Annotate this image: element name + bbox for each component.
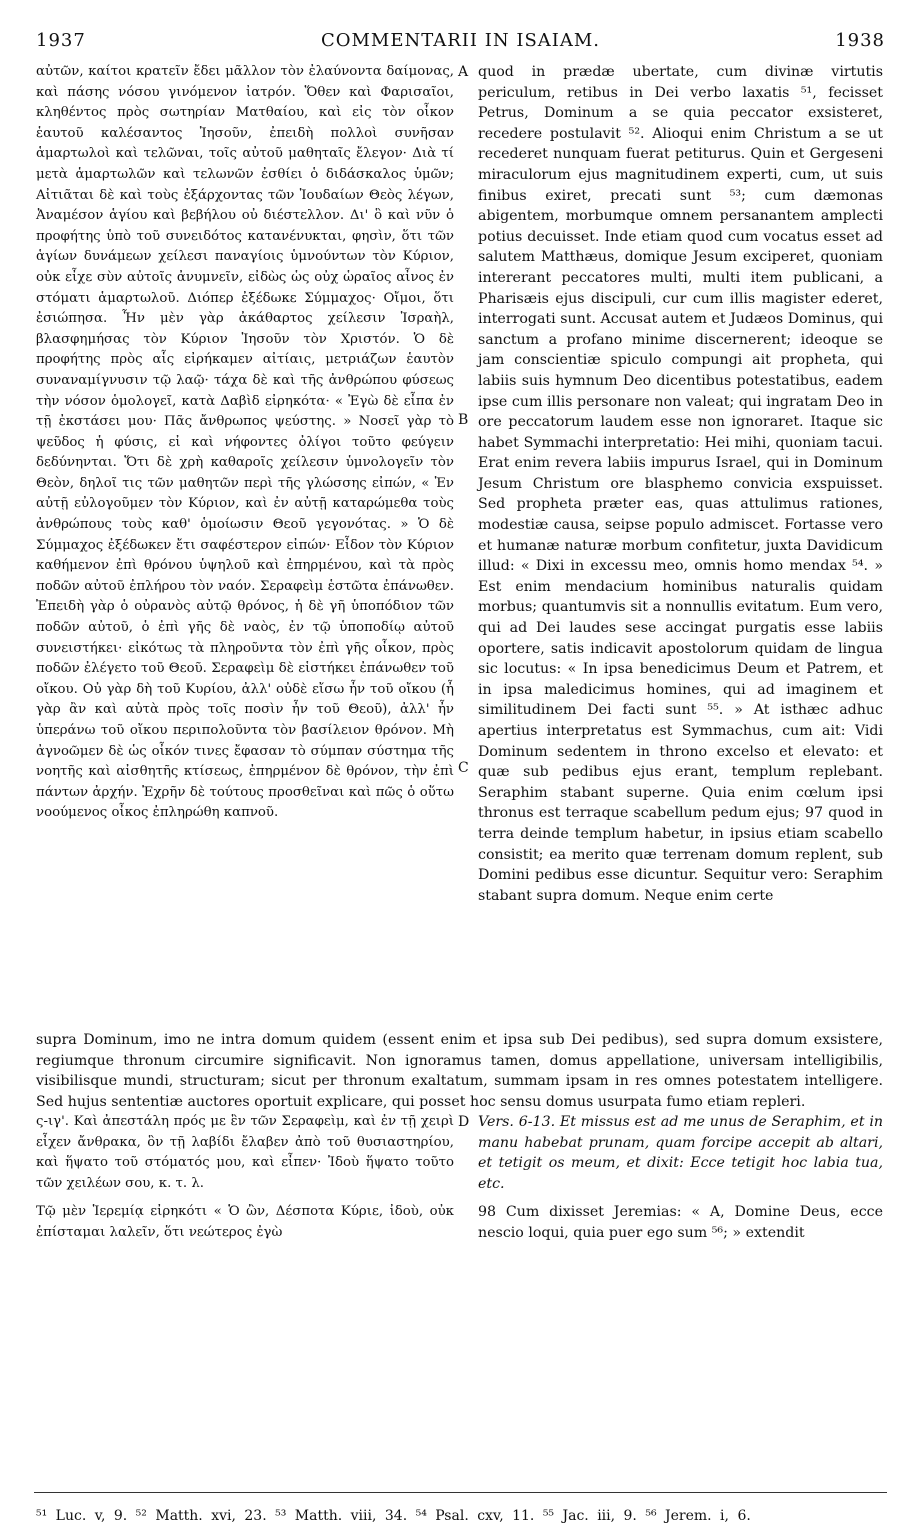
greek-commentary: Τῷ μὲν Ἱερεμίᾳ εἰρηκότι « Ὁ ὢν, Δέσποτα Κύριε, ἰδοὺ, οὐκ ἐπίσταμαι λαλεῖν, ὅτι νεώτερος ἐγὼ — [36, 1204, 454, 1240]
greek-column-lower — [36, 1112, 454, 1244]
margin-letter-c: C — [458, 760, 469, 776]
latin-full-width-text — [36, 1030, 883, 1112]
margin-letter-b: B — [458, 412, 469, 428]
margin-letter-a: A — [458, 64, 469, 80]
latin-commentary: 98 Cum dixisset Jeremias: « A, Domine Deus, ecce nescio loqui, quia puer ego sum ⁵⁶; » extendit — [478, 1204, 883, 1241]
greek-column — [36, 62, 454, 824]
running-title: COMMENTARII IN ISAIAM. — [320, 30, 601, 51]
margin-letter-d: D — [458, 1114, 470, 1130]
greek-paragraph: αὐτῶν, καίτοι κρατεῖν ἔδει μᾶλλον τὸν ἐλαύνοντα δαίμονας, καὶ πάσης νόσου γινόμενον ἰατρόν. Ὅθεν καὶ Φαρισαῖοι, κληθέντος πρὸς σωτηρίαν Ματθαίου, καὶ εἰς τὸν οἶκον ἑαυτοῦ καλέσαντος Ἰησοῦν, ἐπειδὴ πολλοὶ συνῆσαν ἁμαρτωλοὶ καὶ τελῶναι, τοῖς αὐτοῦ μαθηταῖς ἔλεγον· Διὰ τί μετὰ ἁμαρτωλῶν καὶ τελωνῶν ἐσθίει ὁ διδάσκαλος ὑμῶν; Αἰτιᾶται δὲ καὶ τοὺς ἐξάρχοντας τῶν Ἰουδαίων Θεὸς λέγων, Ἀναμέσον ἁγίου καὶ βεβήλου οὐ διέστελλον. Δι' ὃ καὶ νῦν ὁ προφήτης ὑπὸ τοῦ συνειδότος κατανένυκται, φησὶν, ὅτι τῶν ἁγίων δυνάμεων χείλεσι παναγίοις ὑμνούντων τὸν Κύριον, οὐκ εἶχε σὺν αὐτοῖς ἀνυμνεῖν, εἰδὼς ὡς οὐχ ὡραῖος αἶνος ἐν στόματι ἁμαρτωλοῦ. Διόπερ ἐξέδωκε Σύμμαχος· Οἴμοι, ὅτι ἐσιώπησα. Ἦν μὲν γὰρ ἀκάθαρτος χείλεσιν Ἰσραὴλ, βλασφημήσας τὸν Κύριον Ἰησοῦν τὸν Χριστόν. Ὁ δὲ προφήτης πρὸς αἷς εἰρήκαμεν αἰτίαις, μετριάζων ἑαυτὸν συναναμίγνυσιν τῷ λαῷ· τάχα δὲ καὶ τῆς ἀνθρώπου φύσεως τὴν νόσον ὁμολογεῖ, κατὰ Δαβὶδ εἰρηκότα· « Ἐγὼ δὲ εἶπα ἐν τῇ ἐκστάσει μου· Πᾶς ἄνθρωπος ψεύστης. » Νοσεῖ γὰρ τὸ ψεῦδος ἡ φύσις, εἰ καὶ νήφοντες ὀλίγοι τοῦτο φεύγειν δεδύνηνται. Ὅτι δὲ χρὴ καθαροῖς χείλεσιν ὑμνολογεῖν τὸν Θεὸν, δηλοῖ τις τῶν μαθητῶν περὶ τῆς γλώσσης εἰπών, « Ἐν αὐτῇ εὐλογοῦμεν τὸν Κύριον, καὶ ἐν αὐτῇ καταρώμεθα τοὺς ἀνθρώπους τοὺς καθ' ὁμοίωσιν Θεοῦ γεγονότας. » Ὁ δὲ Σύμμαχος ἐξέδωκεν ἔτι σαφέστερον εἰπών· Εἶδον τὸν Κύριον καθήμενον ἐπὶ θρόνου ὑψηλοῦ καὶ ἐπηρμένου, καὶ τὰ πρὸς ποδῶν αὐτοῦ ἐπλήρου τὸν ναόν. Σεραφεὶμ ἑστῶτα ἐπάνωθεν. Ἐπειδὴ γὰρ ὁ οὐρανὸς αὐτῷ θρόνος, ἡ δὲ γῆ ὑποπόδιον τῶν ποδῶν αὐτοῦ, ὁ ἐπὶ γῆς δὲ ναὸς, ἐν τῷ ὑποποδίῳ αὐτοῦ συνειστήκει· εἰκότως τὰ πληροῦντα τὸν ἐπὶ γῆς οἶκον, πρὸς ποδῶν ἐλέγετο τοῦ Θεοῦ. Σεραφεὶμ δὲ εἱστήκει ἐπάνωθεν τοῦ οἴκου. Οὐ γὰρ δὴ τοῦ Κυρίου, ἀλλ' οὐδὲ εἴσω ἦν τοῦ οἴκου (ἦ γὰρ ἂν καὶ αὐτὰ πρὸς τοῖς ποσὶν ἦν τοῦ Θεοῦ), ἀλλ' ἦν ὑπεράνω τοῦ οἴκου περιπολοῦντα τὸν βασίλειον θρόνον. Μὴ ἀγνοῶμεν δὲ ὡς οἶκόν τινες ἔφασαν τὸ σύμπαν σύστημα τῆς νοητῆς καὶ αἰσθητῆς κτίσεως, ἐπηρμένον δὲ θρόνον, τὴν ἐπὶ πάντων ἀρχήν. Ἐχρῆν δὲ τούτους προσθεῖναι καὶ πῶς ὁ οὕτω νοούμενος οἶκος ἐπληρώθη καπνοῦ. — [36, 64, 454, 821]
latin-paragraph: quod in prædæ ubertate, cum divinæ virtutis periculum, retibus in Dei verbo laxatis ⁵¹, fecisset Petrus, Dominum a se quia peccator exsisteret, recedere postulavit ⁵². Alioqui enim Christum a se ut recederet nunquam fuerat petiturus. Quin et Gergeseni miraculorum ejus magnitudinem experti, cum, ut suis finibus exiret, precati sunt ⁵³; cum dæmonas abigentem, morbumque omnem persanantem amplecti potius decuisset. Inde etiam quod cum vocatus esset ad salutem Matthæus, domique Jesum exciperet, quoniam intererant peccatores multi, multi item publicani, a Pharisæis ejus discipuli, cur cum illis magister ederet, interrogati sunt. Accusat autem et Judæos Dominus, qui sanctum a profano minime discernerent; ideoque se jam conscientiæ spiculo compungi ait propheta, qui labiis suis hymnum Deo dicentibus potestatibus, eadem ipse cum illis personare non valeat; qui ingratam Deo in ore peccatorum laudem esse non ignoraret. Itaque sic habet Symmachi interpretatio: Hei mihi, quoniam tacui. Erat enim revera labiis impurus Israel, qui in Dominum Jesum Christum ore blasphemo convicia exspuisset. Sed propheta præter eas, quas attulimus rationes, modestiæ causa, seipse populo admiscet. Fortasse vero et humanæ naturæ morbum confitetur, juxta Davidicum illud: « Dixi in excessu meo, omnis homo mendax ⁵⁴. » Est enim mendacium hominibus naturalis quidam morbus; quantumvis sit a nonnullis evitatum. Eum vero, qui ad Dei laudes sese accingat purgatis esse labiis oportere, satis indicavit apostolorum quidam de lingua sic locutus: « In ipsa benedicimus Deum et Patrem, et in ipsa maledicimus homines, qui ad imaginem et similitudinem Dei facti sunt ⁵⁵. » At isthæc adhuc apertius interpretatus est Symmachus, cum ait: Vidi Dominum sedentem in throno excelso et elevato: et quæ sub pedibus ejus erant, templum replebant. Seraphim stabant superne. Quia enim cœlum ipsi thronus est terraque scabellum pedum ejus; 97 quod in terra deinde templum habetur, in ipsius etiam scabello consistit; ea merito quæ terrenam domum replent, sub Domini pedibus esse dicuntur. Sequitur vero: Seraphim stabant supra domum. Neque enim certe — [478, 64, 883, 904]
greek-verse: ς-ιγ'. Καὶ ἀπεστάλη πρός με ἓν τῶν Σεραφεὶμ, καὶ ἐν τῇ χειρὶ εἶχεν ἄνθρακα, ὃν τῇ λαβίδι ἔλαβεν ἀπὸ τοῦ θυσιαστηρίου, καὶ ἥψατο τοῦ στόματός μου, καὶ εἶπεν· Ἰδοὺ ἥψατο τοῦτο τῶν χειλέων σου, κ. τ. λ. — [36, 1114, 454, 1191]
footnote-divider — [34, 1492, 887, 1493]
latin-verse: Vers. 6-13. Et missus est ad me unus de Seraphim, et in manu habebat prunam, quam forcipe accepit ab altari, et tetigit os meum, et dixit: Ecce tetigit hoc labia tua, etc. — [478, 1114, 883, 1192]
latin-continuation: supra Dominum, imo ne intra domum quidem (essent enim et ipsa sub Dei pedibus), sed supra domum exsistere, regiumque thronum circumire significavit. Non ignoramus tamen, domus appellatione, universam intelligibilis, visibilisque mundi, structuram; sicut per thronum exaltatum, summam ipsam in res omnes potestatem intelligere. Sed hujus sententiæ auctores oportuit explicare, qui posset hoc sensu domus usurpata fumo etiam repleri. — [36, 1032, 883, 1110]
page-number-right: 1938 — [835, 30, 885, 51]
latin-column — [478, 62, 883, 906]
page-number-left: 1937 — [36, 30, 86, 51]
footnotes: ⁵¹ Luc. v, 9. ⁵² Matth. xvi, 23. ⁵³ Matth. viii, 34. ⁵⁴ Psal. cxv, 11. ⁵⁵ Jac. iii, 9. ⁵⁶ Jerem. i, 6. — [36, 1508, 751, 1524]
latin-column-lower — [478, 1112, 883, 1244]
